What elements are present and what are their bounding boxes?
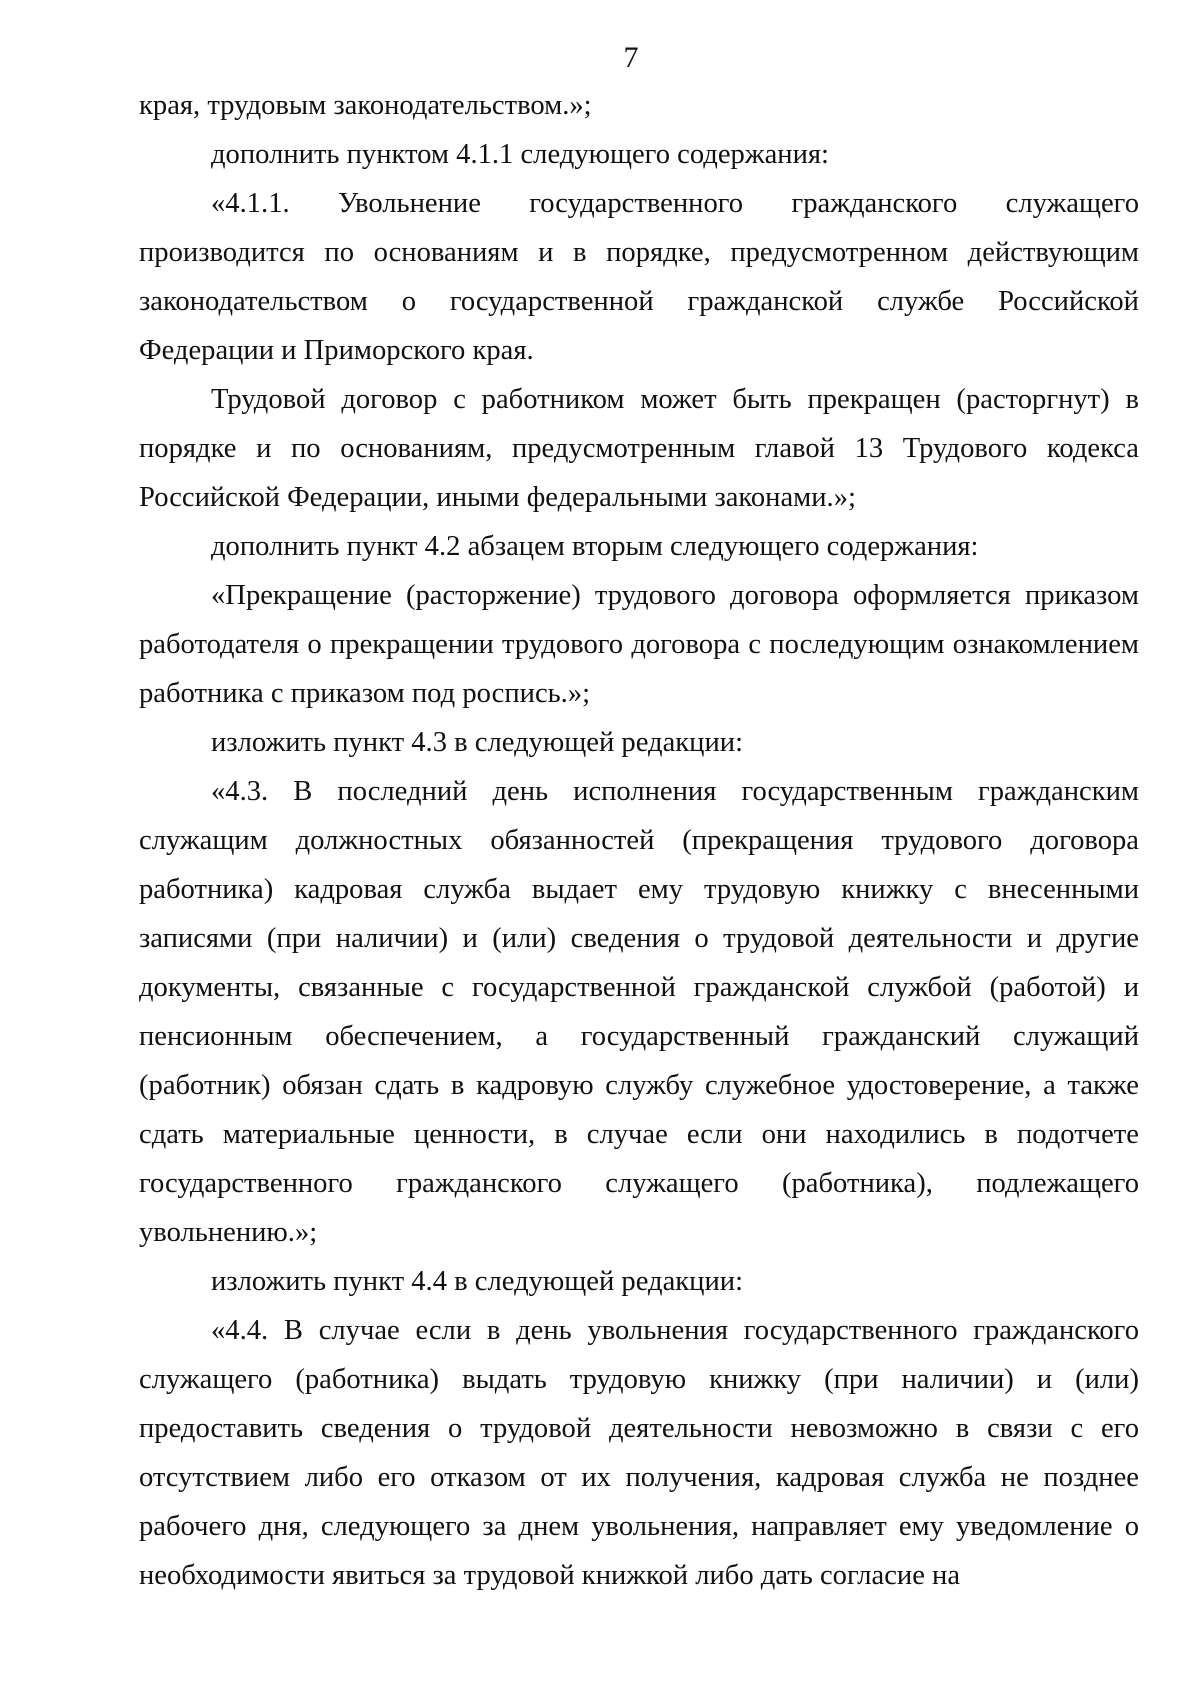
page-number: 7 (623, 41, 639, 74)
document-body (139, 81, 1139, 1600)
paragraph-clause-4-3: «4.3. В последний день исполнения государственным гражданским служащим должностных обязанностей (прекращения трудового договора работника) кадровая служба выдает ему трудовую книжку с внесенными записями (при наличии) и (или) сведения о трудовой деятельности и другие документы, связанные с государственной гражданской службой (работой) и пенсионным обеспечением, а государственный гражданский служащий (работник) обязан сдать в кадровую службу служебное удостоверение, а также сдать материальные ценности, в случае если они находились в подотчете государственного гражданского служащего (работника), подлежащего увольнению.»; (139, 776, 1139, 1248)
paragraph-amendment-4-1-1-intro: дополнить пунктом 4.1.1 следующего содержания: (211, 139, 829, 170)
paragraph-clause-4-2-second: «Прекращение (расторжение) трудового договора оформляется приказом работодателя о прекращении трудового договора с последующим ознакомлением работника с приказом под роспись.»; (139, 580, 1139, 709)
paragraph-labor-contract-termination: Трудовой договор с работником может быть прекращен (расторгнут) в порядке и по основаниям, предусмотренным главой 13 Трудового кодекса Российской Федерации, иными федеральными законами.»; (139, 384, 1139, 513)
paragraph-clause-4-1-1: «4.1.1. Увольнение государственного гражданского служащего производится по основаниям и в порядке, предусмотренном действующим законодательством о государственной гражданской службе Российской Федерации и Приморского края. (139, 188, 1139, 366)
paragraph-continuation: края, трудовым законодательством.»; (139, 90, 592, 121)
paragraph-amendment-4-3-intro: изложить пункт 4.3 в следующей редакции: (211, 727, 744, 758)
paragraph-amendment-4-4-intro: изложить пункт 4.4 в следующей редакции: (211, 1266, 744, 1297)
paragraph-amendment-4-2-intro: дополнить пункт 4.2 абзацем вторым следующего содержания: (211, 531, 979, 562)
paragraph-clause-4-4: «4.4. В случае если в день увольнения государственного гражданского служащего (работника) выдать трудовую книжку (при наличии) и (или) предоставить сведения о трудовой деятельности невозможно в связи с его отсутствием либо его отказом от их получения, кадровая служба не позднее рабочего дня, следующего за днем увольнения, направляет ему уведомление о необходимости явиться за трудовой книжкой либо дать согласие на (139, 1315, 1139, 1591)
